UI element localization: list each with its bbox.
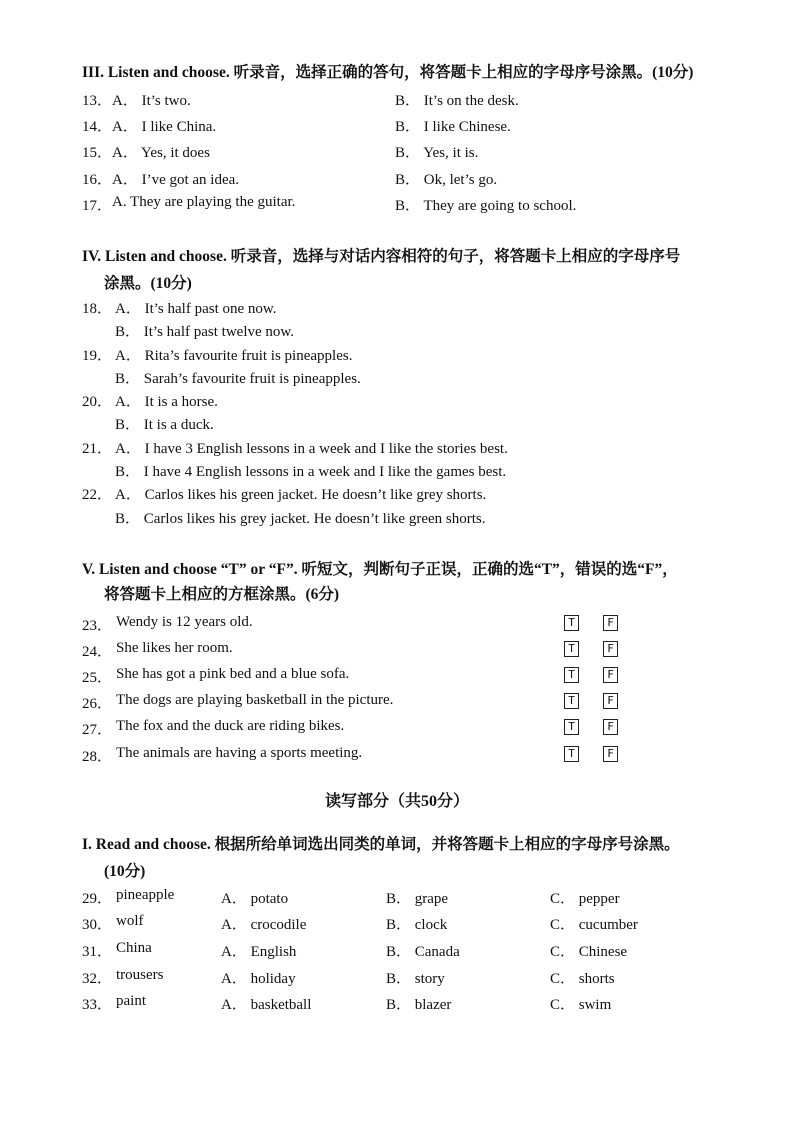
given-word: paint: [116, 993, 146, 1009]
given-word: trousers: [116, 967, 164, 983]
question-number: 14．: [82, 119, 113, 135]
option-a: A． It’s two.: [112, 93, 191, 109]
section-4-title: IV. Listen and choose.: [82, 248, 227, 265]
statement-text: She has got a pink bed and a blue sofa.: [116, 666, 350, 682]
section-5-heading: [82, 557, 678, 579]
false-checkbox[interactable]: F: [603, 693, 618, 709]
question-number: 23．: [82, 618, 113, 634]
question-number: 26．: [82, 696, 113, 712]
option-b: B． It’s half past twelve now.: [115, 324, 294, 340]
question-number: 29．: [82, 891, 113, 907]
true-checkbox[interactable]: T: [564, 693, 579, 709]
question-number: 17．: [82, 198, 113, 214]
option-b: B． Carlos likes his grey jacket. He doesn’t like green shorts.: [115, 511, 486, 527]
false-checkbox[interactable]: F: [603, 746, 618, 762]
given-word: pineapple: [116, 887, 175, 903]
question-number: 20．: [82, 394, 113, 410]
section-4-instructions-cont: 涂黑。(10分): [104, 275, 192, 292]
option-a: A． It’s half past one now.: [115, 301, 277, 317]
false-checkbox[interactable]: F: [603, 667, 618, 683]
question-number: 16．: [82, 172, 113, 188]
option-a: A． I like China.: [112, 119, 217, 135]
true-checkbox[interactable]: T: [564, 641, 579, 657]
option-a: A． I have 3 English lessons in a week and I like the stories best.: [115, 441, 508, 457]
statement-text: The dogs are playing basketball in the picture.: [116, 692, 394, 708]
section-4-heading: [82, 244, 680, 266]
statement-text: She likes her room.: [116, 640, 233, 656]
option-a: A． Rita’s favourite fruit is pineapples.: [115, 348, 353, 364]
option-b: B． I like Chinese.: [395, 119, 511, 135]
option-b: B． They are going to school.: [395, 198, 577, 214]
option-b: B． It is a duck.: [115, 417, 214, 433]
false-checkbox[interactable]: F: [603, 615, 618, 631]
rw-section-1-title: I. Read and choose.: [82, 836, 211, 853]
false-checkbox[interactable]: F: [603, 719, 618, 735]
reading-writing-title: 读写部分（共50分）: [324, 793, 469, 810]
question-number: 25．: [82, 670, 113, 686]
question-number: 33．: [82, 997, 113, 1013]
question-number: 18．: [82, 301, 113, 317]
option-a: A． potato: [221, 891, 289, 907]
question-number: 22．: [82, 487, 113, 503]
option-b: B． Yes, it is.: [395, 145, 479, 161]
option-a: A． English: [221, 944, 297, 960]
rw-section-1-instructions-cont: (10分): [104, 863, 146, 880]
option-a: A． crocodile: [221, 917, 307, 933]
given-word: China: [116, 940, 152, 956]
option-a: A． I’ve got an idea.: [112, 172, 240, 188]
question-number: 15．: [82, 145, 113, 161]
true-checkbox[interactable]: T: [564, 719, 579, 735]
option-a: A． basketball: [221, 997, 312, 1013]
option-b: B． grape: [386, 891, 449, 907]
statement-text: The fox and the duck are riding bikes.: [116, 718, 345, 734]
section-5-instructions-cont: 将答题卡上相应的方框涂黑。(6分): [104, 586, 340, 603]
question-number: 32．: [82, 971, 113, 987]
section-3-heading: [82, 60, 693, 82]
true-checkbox[interactable]: T: [564, 615, 579, 631]
section-4-instructions: 听录音，选择与对话内容相符的句子，将答题卡上相应的字母序号: [230, 248, 681, 265]
rw-section-1-instructions: 根据所给单词选出同类的单词，并将答题卡上相应的字母序号涂黑。: [214, 836, 680, 853]
option-c: C． cucumber: [550, 917, 638, 933]
section-3-title: III. Listen and choose.: [82, 64, 230, 81]
statement-text: Wendy is 12 years old.: [116, 614, 253, 630]
option-c: C． swim: [550, 997, 612, 1013]
option-a: A． It is a horse.: [115, 394, 218, 410]
option-a: A． holiday: [221, 971, 296, 987]
false-checkbox[interactable]: F: [603, 641, 618, 657]
option-b: B． Canada: [386, 944, 460, 960]
option-b: B． Ok, let’s go.: [395, 172, 498, 188]
given-word: wolf: [116, 913, 144, 929]
option-b: B． clock: [386, 917, 448, 933]
rw-section-1-heading: [82, 832, 680, 854]
option-c: C． Chinese: [550, 944, 628, 960]
question-number: 27．: [82, 722, 113, 738]
option-b: B． story: [386, 971, 445, 987]
question-number: 13．: [82, 93, 113, 109]
question-number: 24．: [82, 644, 113, 660]
option-c: C． shorts: [550, 971, 615, 987]
option-b: B． It’s on the desk.: [395, 93, 519, 109]
option-a: A. They are playing the guitar.: [112, 194, 296, 210]
option-b: B． I have 4 English lessons in a week and I like the games best.: [115, 464, 507, 480]
section-5-instructions: 听短文，判断句子正误，正确的选“T”，错误的选“F”，: [301, 561, 678, 578]
true-checkbox[interactable]: T: [564, 667, 579, 683]
question-number: 28．: [82, 749, 113, 765]
question-number: 21．: [82, 441, 113, 457]
statement-text: The animals are having a sports meeting.: [116, 745, 363, 761]
question-number: 19．: [82, 348, 113, 364]
option-a: A． Carlos likes his green jacket. He doesn’t like grey shorts.: [115, 487, 487, 503]
option-a: A． Yes, it does: [112, 145, 210, 161]
option-b: B． blazer: [386, 997, 452, 1013]
section-3-instructions: 听录音，选择正确的答句，将答题卡上相应的字母序号涂黑。(10分): [233, 64, 694, 81]
true-checkbox[interactable]: T: [564, 746, 579, 762]
question-number: 30．: [82, 917, 113, 933]
option-b: B． Sarah’s favourite fruit is pineapples.: [115, 371, 361, 387]
question-number: 31．: [82, 944, 113, 960]
option-c: C． pepper: [550, 891, 620, 907]
section-5-title: V. Listen and choose “T” or “F”.: [82, 561, 298, 578]
